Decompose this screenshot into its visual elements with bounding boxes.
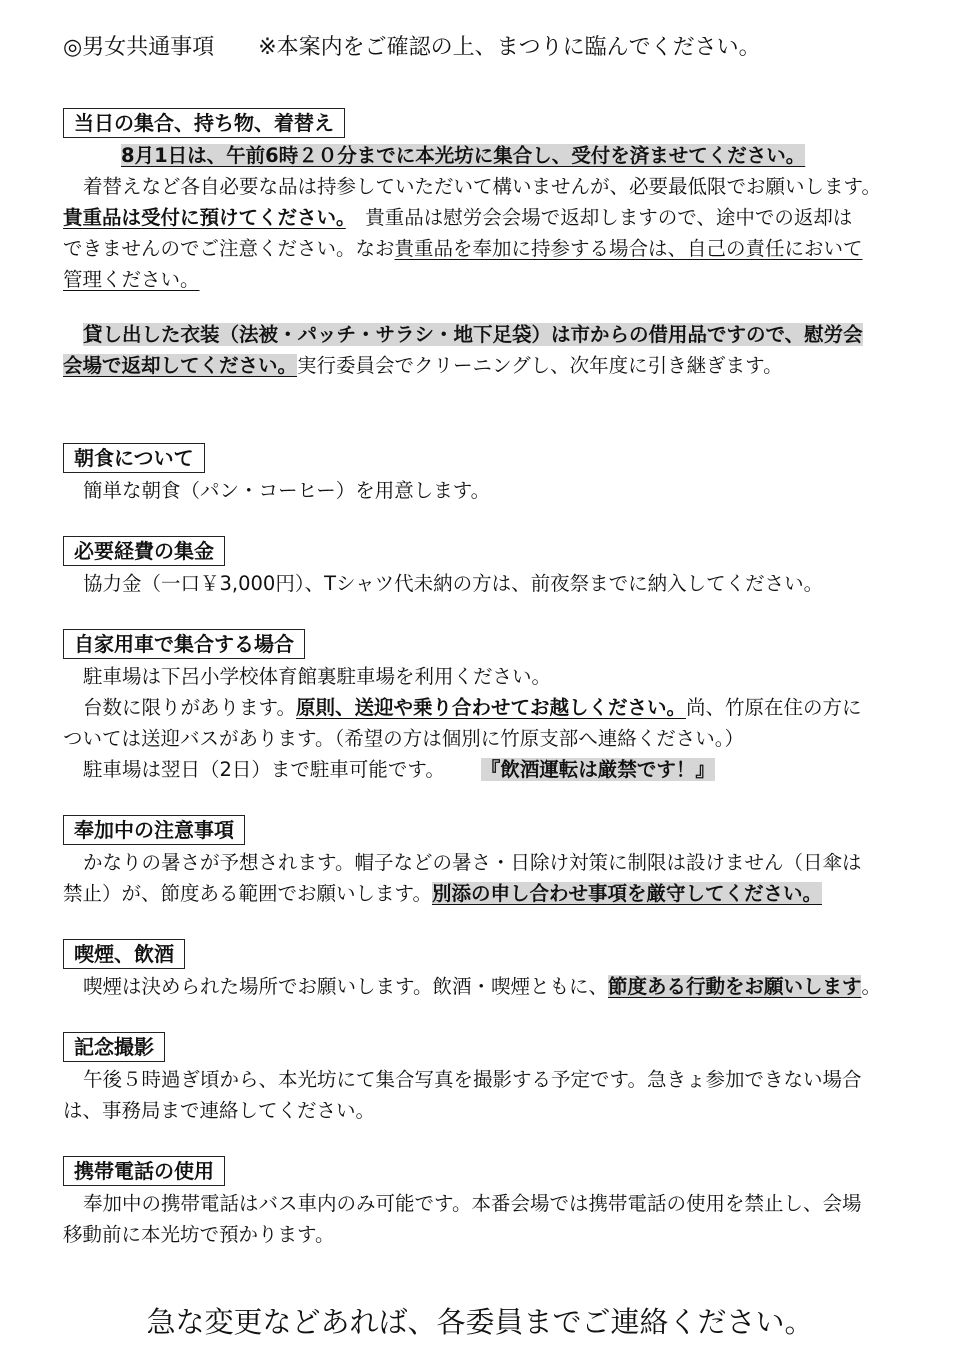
gathering-line-7: 会場で返却してください。実行委員会でクリーニングし、次年度に引き継ぎます。 bbox=[63, 354, 783, 377]
gathering-line-1: 8月1日は、午前6時２０分までに本光坊に集合し、受付を済ませてください。 bbox=[121, 144, 806, 167]
section-title-breakfast: 朝食について bbox=[63, 443, 205, 473]
section-title-photo: 記念撮影 bbox=[63, 1032, 165, 1062]
section-title-smoking: 喫煙、飲酒 bbox=[63, 939, 185, 969]
phone-line-2: 移動前に本光坊で預かります。 bbox=[63, 1223, 335, 1246]
breakfast-line-1: 簡単な朝食（パン・コーヒー）を用意します。 bbox=[83, 479, 491, 502]
gathering-line-5: 管理ください。 bbox=[63, 268, 200, 291]
phone-line-1: 奉加中の携帯電話はバス車内のみ可能です。本番会場では携帯電話の使用を禁止し、会場 bbox=[83, 1192, 862, 1215]
document-body bbox=[63, 28, 893, 1250]
gathering-line-2: 着替えなど各自必要な品は持参していただいて構いませんが、必要最低限でお願いします。 bbox=[83, 175, 881, 198]
car-line-3: ついては送迎バスがあります。（希望の方は個別に竹原支部へ連絡ください。） bbox=[63, 727, 744, 750]
document-header bbox=[63, 28, 893, 68]
section-title-caution: 奉加中の注意事項 bbox=[63, 815, 245, 845]
header-common-items: ◎男女共通事項 bbox=[63, 35, 215, 60]
car-line-2: 台数に限りがあります。原則、送迎や乗り合わせてお越しください。尚、竹原在住の方に bbox=[83, 696, 862, 719]
section-title-gathering: 当日の集合、持ち物、着替え bbox=[63, 108, 345, 138]
smoking-line-1: 喫煙は決められた場所でお願いします。飲酒・喫煙ともに、節度ある行動をお願いします。 bbox=[83, 975, 881, 998]
gathering-line-3: 貴重品は受付に預けてください。 貴重品は慰労会会場で返却しますので、途中での返却は bbox=[63, 206, 853, 229]
header-notice: ※本案内をご確認の上、まつりに臨んでください。 bbox=[258, 35, 761, 60]
gathering-line-6: 貸し出した衣装（法被・パッチ・サラシ・地下足袋）は市からの借用品ですので、慰労会 bbox=[83, 323, 863, 346]
caution-line-2: 禁止）が、節度ある範囲でお願いします。別添の申し合わせ事項を厳守してください。 bbox=[63, 882, 822, 905]
photo-line-1: 午後５時過ぎ頃から、本光坊にて集合写真を撮影する予定です。急きょ参加できない場合 bbox=[83, 1068, 862, 1091]
photo-line-2: は、事務局まで連絡してください。 bbox=[63, 1099, 376, 1122]
closing-message: 急な変更などあれば、各委員までご連絡ください。 bbox=[146, 1305, 814, 1339]
car-line-1: 駐車場は下呂小学校体育館裏駐車場を利用ください。 bbox=[83, 665, 552, 688]
car-line-4: 駐車場は翌日（2日）まで駐車可能です。 『飲酒運転は厳禁です！』 bbox=[83, 758, 715, 781]
caution-line-1: かなりの暑さが予想されます。帽子などの暑さ・日除け対策に制限は設けません（日傘は bbox=[83, 851, 862, 874]
section-title-fees: 必要経費の集金 bbox=[63, 536, 225, 566]
section-title-phone: 携帯電話の使用 bbox=[63, 1156, 225, 1186]
gathering-line-4: できませんのでご注意ください。なお貴重品を奉加に持参する場合は、自己の責任において bbox=[63, 237, 863, 260]
section-title-car: 自家用車で集合する場合 bbox=[63, 629, 305, 659]
fees-line-1: 協力金（一口￥3,000円）、Tシャツ代未納の方は、前夜祭までに納入してください。 bbox=[83, 572, 824, 595]
